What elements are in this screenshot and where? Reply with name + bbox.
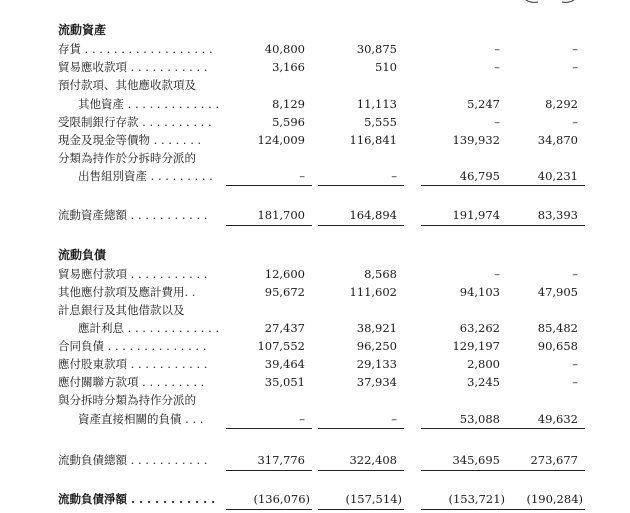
row-label: 其他資產 . . . . . . . . . . . . . (78, 97, 220, 111)
row-label: 其他應付款項及應計費用. . (58, 285, 196, 299)
table-row (0, 149, 630, 167)
value-col-4: 40,231 (537, 169, 578, 183)
row-label: 受限制銀行存款 . . . . . . . . . . (58, 115, 212, 129)
table-row (0, 337, 630, 355)
value-col-3: 53,088 (459, 412, 500, 426)
subtotal-rule (226, 428, 312, 429)
row-label: 流動負債淨額 . . . . . . . . . . . (58, 492, 216, 506)
value-col-2: 30,875 (356, 42, 397, 56)
value-col-1: 35,051 (264, 375, 305, 389)
value-col-4: – (572, 42, 578, 56)
value-col-3: 5,247 (467, 97, 500, 111)
value-col-1: – (299, 169, 305, 183)
table-row (0, 58, 630, 76)
value-col-2: – (391, 169, 397, 183)
row-label: 預付款項、其他應收款項及 (58, 78, 196, 92)
row-label: 應付關聯方款項 . . . . . . . . . (58, 375, 205, 389)
value-col-3: 3,245 (467, 375, 500, 389)
value-col-2: 29,133 (356, 357, 397, 371)
table-row (0, 283, 630, 301)
subtotal-rule (226, 185, 312, 186)
value-col-2: 510 (375, 60, 397, 74)
value-col-1: – (299, 412, 305, 426)
value-col-3: 129,197 (452, 339, 500, 353)
value-col-2: 8,568 (364, 267, 397, 281)
table-row (0, 265, 630, 283)
value-col-1: 317,776 (257, 453, 305, 467)
table-row (0, 319, 630, 337)
subtotal-rule (318, 428, 404, 429)
value-col-3: (153,721) (448, 492, 505, 506)
value-col-3: 139,932 (452, 133, 500, 147)
value-col-3: 2,800 (467, 357, 500, 371)
current-liabilities-heading-row (0, 246, 630, 264)
value-col-3: – (494, 115, 500, 129)
row-label: 現金及現金等價物 . . . . . . . (58, 133, 202, 147)
value-col-1: 181,700 (257, 208, 305, 222)
value-col-4: 83,393 (537, 208, 578, 222)
value-col-1: 3,166 (272, 60, 305, 74)
table-row (0, 301, 630, 319)
row-label: 與分拆時分類為持作分派的 (58, 393, 196, 407)
value-col-2: 38,921 (356, 321, 397, 335)
value-col-3: 345,695 (452, 453, 500, 467)
table-row (0, 113, 630, 131)
value-col-1: 5,596 (272, 115, 305, 129)
row-label: 貿易應付款項 . . . . . . . . . . . (58, 267, 208, 281)
total-rule (499, 470, 585, 471)
value-col-4: – (572, 357, 578, 371)
value-col-1: (136,076) (253, 492, 310, 506)
value-col-4: 273,677 (530, 453, 578, 467)
value-col-3: 94,103 (459, 285, 500, 299)
table-row (0, 410, 630, 428)
value-col-1: 40,800 (264, 42, 305, 56)
value-col-2: 37,934 (356, 375, 397, 389)
table-row (0, 76, 630, 94)
value-col-4: – (572, 115, 578, 129)
value-col-3: – (494, 267, 500, 281)
value-col-1: 12,600 (264, 267, 305, 281)
value-col-2: (157,514) (345, 492, 402, 506)
value-col-4: 8,292 (545, 97, 578, 111)
value-col-4: 47,905 (537, 285, 578, 299)
value-col-2: 5,555 (364, 115, 397, 129)
value-col-1: 107,552 (257, 339, 305, 353)
value-col-2: 111,602 (349, 285, 397, 299)
table-row (0, 355, 630, 373)
row-label: 應付股東款項 . . . . . . . . . . . (58, 357, 208, 371)
value-col-1: 124,009 (257, 133, 305, 147)
value-col-2: 116,841 (349, 133, 397, 147)
total-rule (318, 470, 404, 471)
table-row (0, 131, 630, 149)
value-col-3: 191,974 (452, 208, 500, 222)
subtotal-rule (499, 428, 585, 429)
value-col-3: 46,795 (459, 169, 500, 183)
subtotal-rule (318, 185, 404, 186)
net-rule (318, 509, 404, 510)
subtotal-rule (421, 428, 507, 429)
net-rule (499, 509, 585, 510)
current-liabilities-heading: 流動負債 (58, 248, 107, 262)
total-rule (318, 225, 404, 226)
total-rule (226, 225, 312, 226)
table-row (0, 391, 630, 409)
row-label: 存貨 . . . . . . . . . . . . . . . . . . (58, 42, 213, 56)
current-assets-heading-row (0, 21, 630, 39)
value-col-3: – (494, 60, 500, 74)
table-row (0, 40, 630, 58)
value-col-4: (190,284) (526, 492, 583, 506)
row-label: 出售組別資產 . . . . . . . . . (78, 169, 213, 183)
row-label: 資產直接相關的負債 . . . (78, 412, 204, 426)
row-label: 流動資產總額 . . . . . . . . . . . (58, 208, 208, 222)
value-col-2: 322,408 (349, 453, 397, 467)
table-row (0, 95, 630, 113)
row-label: 應計利息 . . . . . . . . . . . . . (78, 321, 220, 335)
subtotal-rule (421, 185, 507, 186)
value-col-1: 8,129 (272, 97, 305, 111)
subtotal-rule (499, 185, 585, 186)
value-col-4: – (572, 267, 578, 281)
row-label: 計息銀行及其他借款以及 (58, 303, 185, 317)
net-rule (421, 509, 507, 510)
value-col-4: 34,870 (537, 133, 578, 147)
value-col-1: 95,672 (264, 285, 305, 299)
row-label: 流動負債總額 . . . . . . . . . . . (58, 453, 208, 467)
current-assets-total-row (0, 206, 630, 224)
value-col-3: 63,262 (459, 321, 500, 335)
value-col-1: 27,437 (264, 321, 305, 335)
value-col-3: – (494, 42, 500, 56)
current-assets-heading: 流動資產 (58, 23, 107, 37)
row-label: 貿易應收款項 . . . . . . . . . . . (58, 60, 208, 74)
total-rule (226, 470, 312, 471)
value-col-2: 11,113 (356, 97, 397, 111)
value-col-4: 85,482 (537, 321, 578, 335)
net-current-liabilities-row (0, 490, 630, 508)
corner-bracket-mark (520, 0, 580, 6)
total-rule (499, 225, 585, 226)
value-col-4: – (572, 60, 578, 74)
value-col-4: – (572, 375, 578, 389)
value-col-2: 164,894 (349, 208, 397, 222)
value-col-4: 49,632 (537, 412, 578, 426)
table-row (0, 373, 630, 391)
table-row (0, 167, 630, 185)
value-col-2: 96,250 (356, 339, 397, 353)
value-col-4: 90,658 (537, 339, 578, 353)
total-rule (421, 225, 507, 226)
row-label: 合同負債 . . . . . . . . . . . . . . (58, 339, 207, 353)
row-label: 分類為持作於分拆時分派的 (58, 151, 196, 165)
value-col-2: – (391, 412, 397, 426)
current-liabilities-total-row (0, 451, 630, 469)
value-col-1: 39,464 (264, 357, 305, 371)
total-rule (421, 470, 507, 471)
net-rule (226, 509, 312, 510)
